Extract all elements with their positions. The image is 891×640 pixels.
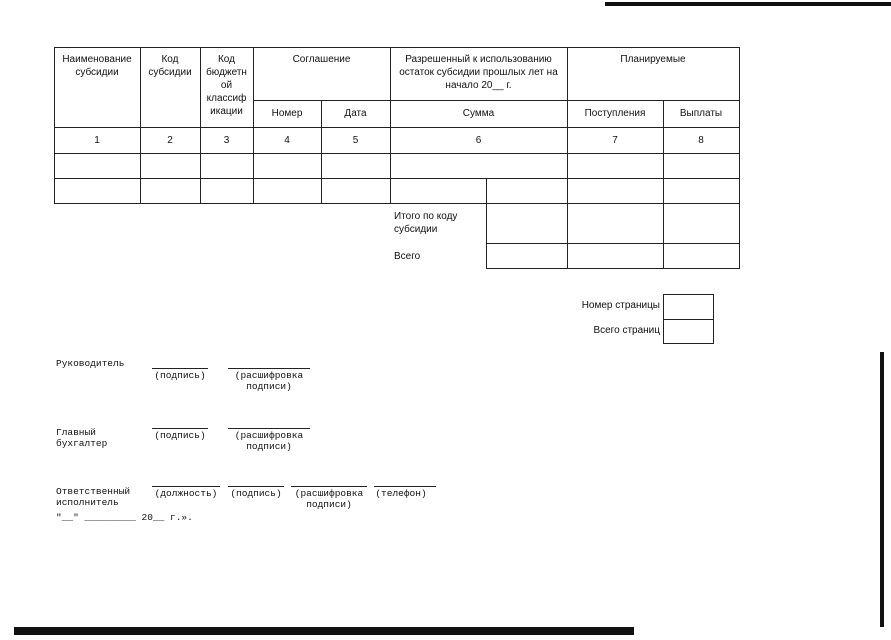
chief-accountant-label: Главный бухгалтер xyxy=(56,427,108,449)
page-number-field[interactable] xyxy=(663,294,714,320)
page-number-label: Номер страницы xyxy=(581,300,660,311)
header-agreement: Соглашение xyxy=(292,54,351,65)
column-number: 5 xyxy=(352,134,359,146)
column-number: 3 xyxy=(223,134,230,146)
grand-total-label: Всего xyxy=(394,250,421,262)
signature-caption: (подпись) xyxy=(230,488,282,499)
responsible-label: Ответственный исполнитель xyxy=(56,486,131,508)
header-planned: Планируемые xyxy=(620,54,686,65)
head-signature-line[interactable] xyxy=(152,368,208,369)
header-sum: Сумма xyxy=(462,108,495,119)
scan-edge-bottom xyxy=(14,627,634,635)
chief-accountant-signature-line[interactable] xyxy=(152,428,208,429)
column-number: 2 xyxy=(167,134,173,146)
header-payments: Выплаты xyxy=(679,108,723,119)
responsible-signature-line[interactable] xyxy=(228,486,284,487)
total-by-subsidy-code-label: Итого по коду субсидии xyxy=(394,211,458,235)
signature-caption: (подпись) xyxy=(154,370,206,381)
chief-accountant-decoding-line[interactable] xyxy=(228,428,310,429)
phone-caption: (телефон) xyxy=(375,488,427,499)
header-number: Номер xyxy=(271,108,303,119)
responsible-position-line[interactable] xyxy=(152,486,220,487)
column-number: 6 xyxy=(475,134,482,146)
header-budget-classification-code: Код бюджетн ой классиф икации xyxy=(206,54,247,117)
date-line: "__" _________ 20__ г.». xyxy=(56,512,193,523)
scan-edge-right xyxy=(880,352,884,627)
decoding-caption: (расшифровка подписи) xyxy=(234,370,304,392)
total-pages-field[interactable] xyxy=(663,319,714,344)
position-caption: (должность) xyxy=(154,488,218,499)
column-number: 7 xyxy=(612,134,618,146)
responsible-phone-line[interactable] xyxy=(374,486,436,487)
head-label: Руководитель xyxy=(56,358,125,369)
header-receipts: Поступления xyxy=(584,108,646,119)
scan-edge-top xyxy=(605,2,891,6)
signature-caption: (подпись) xyxy=(154,430,206,441)
header-date: Дата xyxy=(344,108,367,119)
head-decoding-line[interactable] xyxy=(228,368,310,369)
header-subsidy-code: Код субсидии xyxy=(148,54,192,78)
decoding-caption: (расшифровка подписи) xyxy=(294,488,364,510)
header-subsidy-name: Наименование субсидии xyxy=(62,54,132,78)
column-number: 8 xyxy=(698,134,704,146)
column-number: 1 xyxy=(94,134,100,146)
total-pages-label: Всего страниц xyxy=(593,325,660,336)
decoding-caption: (расшифровка подписи) xyxy=(234,430,304,452)
header-remainder: Разрешенный к использованию остаток субсидии прошлых лет на начало 20__ г. xyxy=(399,54,558,91)
column-number: 4 xyxy=(284,134,290,146)
responsible-decoding-line[interactable] xyxy=(291,486,367,487)
